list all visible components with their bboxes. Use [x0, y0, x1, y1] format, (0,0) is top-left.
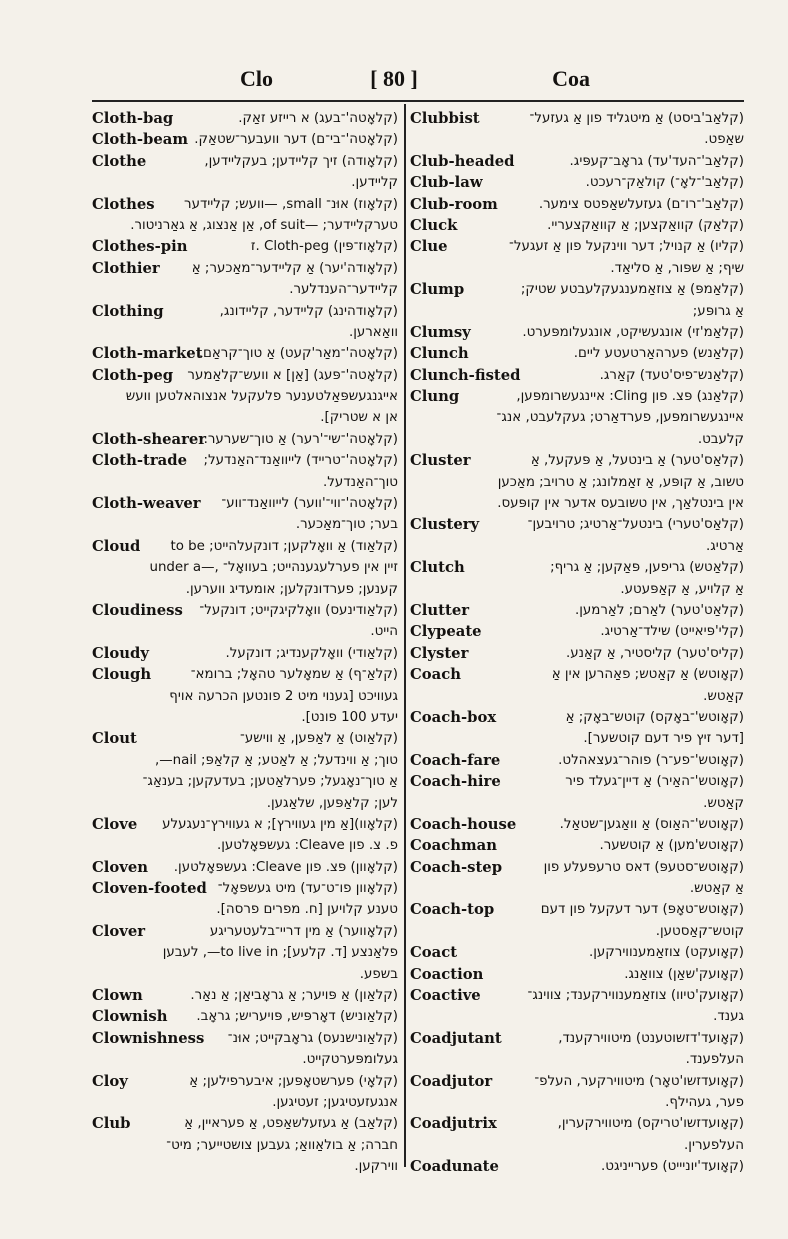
- definition-text: (קלאָטה'־פּעג) [אַן] א וועש־קלאַמער: [187, 367, 398, 383]
- headword: Clump: [410, 281, 465, 299]
- dictionary-line: [92, 236, 398, 257]
- headword: Club-headed: [410, 152, 515, 170]
- dictionary-line: [92, 600, 398, 621]
- dictionary-line: [92, 878, 398, 899]
- headword: Cloy: [92, 1072, 128, 1090]
- definition-continuation: אַ טוך־נאָגעל; פערלאַטען; בעדעקען; בענאַג־: [142, 774, 398, 790]
- headword: Club-room: [410, 195, 498, 213]
- headword: Clutch: [410, 559, 465, 577]
- definition-text: (קאָוטש־סטעפּ) דאס טרעפּעלע פון: [543, 859, 744, 875]
- dictionary-line: [92, 814, 398, 835]
- headword: Clutter: [410, 601, 470, 619]
- definition-text: (קלאַק) קוואַקצען; אַ קוואַקצעריי.: [547, 217, 744, 233]
- headword: Cloth-beam: [92, 131, 189, 149]
- definition-text: (קלאַב'ביסט) אַ מיטגליד פון אַ געזעל־: [529, 111, 744, 126]
- headword: Coach-box: [410, 708, 497, 726]
- definition-text: (קאָועק'טיוו) צוזאַמענווירקענד; צווינג־: [527, 988, 744, 1004]
- definition-text: (קלאָטה'־טרייד) לייוואַנד־האַנדעל;: [203, 453, 398, 469]
- definition-continuation: העלפערין.: [684, 1137, 744, 1153]
- left-column: [92, 108, 398, 1178]
- definition-text: (קלאָטה'־ווי־'ווער) לייוואַנד־ווע־: [221, 496, 398, 512]
- dictionary-line: [92, 835, 398, 856]
- dictionary-line: [410, 343, 744, 364]
- dictionary-line: [92, 493, 398, 514]
- definition-continuation: געוויכט [גענוי מיט 2 פונטען הכרעה אויף: [169, 688, 398, 704]
- dictionary-line: [410, 557, 744, 578]
- headword: Coadunate: [410, 1158, 499, 1176]
- dictionary-line: [410, 793, 744, 814]
- dictionary-line: [410, 664, 744, 685]
- headword: Cloth-trade: [92, 452, 187, 470]
- headword: Clownish: [92, 1008, 168, 1026]
- definition-continuation: אין בינטלאַך, אין טשובעס אדער אין קופּעס.: [497, 496, 744, 512]
- headword: Coactive: [410, 987, 481, 1005]
- definition-text: (קאָועק'שאַן) צוואַנג.: [624, 966, 744, 982]
- headword: Clumsy: [410, 323, 471, 341]
- definition-continuation: וואַארען.: [348, 324, 398, 340]
- definition-continuation: under a—, זיין אין פערלעגענהייט; בעוואָל־: [149, 560, 398, 576]
- dictionary-line: [92, 1049, 398, 1070]
- dictionary-line: [410, 172, 744, 193]
- dictionary-line: [410, 686, 744, 707]
- definition-text: (קלאַנש) פערהאַרטעטע ליים.: [573, 346, 744, 362]
- dictionary-line: [410, 899, 744, 920]
- headword: Clubbist: [410, 110, 480, 127]
- dictionary-line: [410, 108, 744, 129]
- dictionary-line: [92, 899, 398, 920]
- header-rule: [92, 100, 744, 102]
- definition-text: (קלי'פּיאייט) שילד־אַרטיג.: [600, 624, 744, 640]
- definition-continuation: געלומפּערטקייט.: [302, 1052, 398, 1068]
- definition-text: (קלאָודהינג) קליידער, קליידונג,: [219, 303, 398, 319]
- dictionary-line: [410, 151, 744, 172]
- dictionary-line: [92, 1092, 398, 1113]
- definition-text: (קאָועקט) צוזאַמענווירקען.: [588, 945, 744, 961]
- definition-text: (קלאַס'טערי) בינטעל־אַרטיג; טרויבען־: [527, 517, 744, 533]
- headword: Clove: [92, 815, 138, 833]
- dictionary-line: [92, 857, 398, 878]
- headword: Cloudy: [92, 644, 149, 662]
- headword: Cloudiness: [92, 601, 183, 619]
- definition-text: (קאָועד'יוניייט) פערייניגט.: [601, 1159, 744, 1175]
- dictionary-line: [92, 686, 398, 707]
- dictionary-line: [410, 579, 744, 600]
- dictionary-line: [92, 1028, 398, 1049]
- page-header: [70, 66, 718, 96]
- headword: Clough: [92, 666, 152, 684]
- definition-text: (קלאַב'־לאָ־) קולאַק־רעכט.: [585, 175, 744, 191]
- dictionary-line: [410, 942, 744, 963]
- dictionary-line: [92, 151, 398, 172]
- definition-text: (קאָוטש'־האַוס) אַ וואַגען־שטאַל.: [559, 816, 744, 832]
- dictionary-line: [92, 557, 398, 578]
- definition-text: (קלאַוט) אַ לאַפּען, אַ ווישע־: [240, 731, 398, 747]
- definition-text: (קלאַב) אַ געזעלשאַפט, אַ פעראיין, אַ: [184, 1116, 398, 1132]
- definition-text: (קאָוטש'־האַיר) אַ דיין־געלד פיר: [565, 774, 744, 790]
- definition-text: (קלאַ־ף) אַ שמאָלער טהאָל; ברומא־: [190, 667, 398, 683]
- page-number: [ 80 ]: [370, 66, 418, 91]
- headword: Cloven: [92, 858, 149, 876]
- dictionary-line: [92, 322, 398, 343]
- dictionary-line: [410, 814, 744, 835]
- definition-text: (קלאַון) אַ פּויער; אַ גראָביאַן; אַ נאַר.: [190, 988, 398, 1004]
- headword: Coach-step: [410, 858, 503, 876]
- definition-continuation: קענען; פערדונקלען; אומעדיג ווערען.: [185, 581, 398, 597]
- dictionary-line: [410, 407, 744, 428]
- definition-continuation: אנגעזעטיגען; זעטיגען.: [272, 1094, 398, 1110]
- dictionary-line: [410, 1028, 744, 1049]
- guide-word-left: Clo: [240, 66, 273, 91]
- headword: Clownishness: [92, 1029, 205, 1047]
- dictionary-line: [92, 771, 398, 792]
- headword: Coact: [410, 944, 458, 962]
- definition-continuation: אייגנגעשפּאַלטענער פלעקעל אנצוהאלטען וועש: [125, 389, 398, 405]
- headword: Clothier: [92, 259, 160, 277]
- headword: Clunch-fisted: [410, 366, 521, 384]
- dictionary-line: [92, 386, 398, 407]
- headword: Coadjutant: [410, 1029, 502, 1047]
- definition-text: (קלאָטה'־שי־'רער) אַ טוך־שערער.: [203, 431, 398, 447]
- dictionary-line: [92, 664, 398, 685]
- dictionary-line: [410, 707, 744, 728]
- dictionary-line: [410, 472, 744, 493]
- headword: Cloth-bag: [92, 110, 174, 127]
- dictionary-line: [92, 343, 398, 364]
- definition-continuation: [דער זיץ פיר דעם קוטשער].: [583, 731, 744, 747]
- dictionary-line: [92, 728, 398, 749]
- definition-text: (קלאַוד) אַ וואָלקען; דונקעלהייט; to be: [170, 538, 398, 554]
- dictionary-line: [92, 1135, 398, 1156]
- dictionary-line: [410, 1156, 744, 1177]
- column-divider: [404, 104, 406, 1167]
- definition-text: (קלאַמ'זי) אונגעשיקט, אונגעלומפּערט.: [522, 324, 744, 340]
- dictionary-line: [92, 215, 398, 236]
- headword: Club: [92, 1115, 131, 1133]
- dictionary-line: [92, 985, 398, 1006]
- dictionary-line: [410, 1135, 744, 1156]
- definition-text: (קלאָי) פערשטאָפּען; איבערפילען; אַ: [189, 1073, 398, 1089]
- dictionary-line: [92, 921, 398, 942]
- headword: Cloth-shearer: [92, 430, 207, 448]
- definition-continuation: לען; קלאַפּען, שלאַגען.: [266, 795, 398, 811]
- definition-continuation: אַ גרופּע;: [692, 303, 744, 319]
- dictionary-line: [92, 129, 398, 150]
- dictionary-line: [410, 643, 744, 664]
- definition-text: (קאָוטש'־פע־ר) פוהר־געצאהלט.: [558, 752, 744, 768]
- dictionary-line: [410, 279, 744, 300]
- definition-text: (קלאַוניש) דאָרפּיש, פּויעריש; גראָב.: [196, 1009, 398, 1025]
- definition-continuation: איינגעשרומפּען, פערדאַרט; געקלעבט, אנג־: [496, 410, 744, 426]
- headword: Cloth-weaver: [92, 495, 201, 513]
- definition-continuation: גענד.: [713, 1009, 744, 1025]
- headword: Clothes: [92, 195, 155, 213]
- definition-text: (קליס'טער) קליסטיר, אַ קאַנע.: [565, 645, 744, 661]
- dictionary-line: [92, 108, 398, 129]
- dictionary-line: [92, 279, 398, 300]
- definition-text: (קלאַודינעס) וואָלקיגקייט; דונקעל־: [199, 602, 398, 618]
- headword: Cloth-market: [92, 345, 203, 363]
- headword: Clustery: [410, 516, 480, 534]
- headword: Clypeate: [410, 623, 482, 641]
- dictionary-line: [92, 301, 398, 322]
- dictionary-line: [92, 1156, 398, 1177]
- dictionary-line: [410, 429, 744, 450]
- dictionary-line: [410, 750, 744, 771]
- definition-continuation: קאַטש.: [703, 688, 744, 704]
- definition-text: (קאָוטש'־באָקס) קוטש־באָק; אַ: [565, 709, 744, 725]
- headword: Clunch: [410, 345, 469, 363]
- definition-text: (קלאָוו)[אַ מין געווירץ]; א געווירץ־נעגעלע: [162, 816, 398, 832]
- headword: Coach-top: [410, 901, 495, 919]
- definition-continuation: אַ קלויע, אַ קאַפּעטע.: [620, 581, 744, 597]
- definition-continuation: אן א שטריק].: [320, 410, 398, 426]
- definition-continuation: קליידען.: [351, 175, 398, 191]
- definition-text: (קאָוטש'מען) אַ קוטשער.: [599, 838, 744, 854]
- headword: Clown: [92, 987, 143, 1005]
- dictionary-line: [410, 194, 744, 215]
- dictionary-line: [92, 579, 398, 600]
- dictionary-line: [410, 322, 744, 343]
- definition-continuation: אַ קאַטש.: [689, 881, 744, 897]
- dictionary-line: [410, 215, 744, 236]
- guide-word-right: Coa: [552, 66, 590, 91]
- definition-continuation: פ. צ. פון Cleave: געשפּאָלטען.: [217, 838, 398, 854]
- dictionary-line: [92, 793, 398, 814]
- definition-continuation: יעדע 100 פונט].: [301, 709, 398, 725]
- definition-continuation: קליידער־הענדלער.: [289, 282, 398, 298]
- dictionary-line: [92, 1071, 398, 1092]
- dictionary-line: [410, 835, 744, 856]
- dictionary-line: [92, 450, 398, 471]
- definition-continuation: טוך; אַ ווינדעל; אַ לאַטע; אַ קלאַפּ; nail—,: [154, 752, 398, 768]
- dictionary-line: [410, 964, 744, 985]
- headword: Clothe: [92, 152, 147, 170]
- definition-text: (קלאָוז) אוּנ־ small, —וועש; קליידער: [184, 196, 398, 212]
- dictionary-line: [92, 1006, 398, 1027]
- dictionary-line: [92, 365, 398, 386]
- definition-text: (קלאַס'טער) אַ בינטעל, אַ פּעקעל, אַ: [530, 453, 744, 469]
- definition-continuation: שאַפט.: [704, 132, 744, 148]
- definition-continuation: שיף; אַ שפּור, אַ סליאַד.: [610, 260, 744, 276]
- dictionary-line: [92, 472, 398, 493]
- definition-text: (קלאָווער) אַ מין דריי־בלעטעריגע: [209, 923, 398, 939]
- definition-continuation: טוך־האַנדעל.: [323, 474, 398, 490]
- right-column: [410, 108, 744, 1178]
- dictionary-line: [92, 429, 398, 450]
- definition-text: (קאָועדזשו'טריקס) מיטווירקערין,: [557, 1116, 744, 1132]
- definition-text: (קלאָטה'־בי־ם) דער וועבער־שטאַק.: [194, 132, 398, 148]
- dictionary-line: [410, 258, 744, 279]
- dictionary-line: [410, 301, 744, 322]
- dictionary-line: [92, 1113, 398, 1134]
- definition-continuation: טערקליידער; —of suit, אַן אַנצוג, אַ גאַרניטור.: [130, 217, 398, 233]
- dictionary-line: [92, 942, 398, 963]
- dictionary-line: [410, 386, 744, 407]
- headword: Club-law: [410, 174, 483, 192]
- definition-continuation: חברה; אַ בולאַוואַ; געבען צושטייער; מיט־: [166, 1137, 398, 1153]
- dictionary-line: [410, 1113, 744, 1134]
- dictionary-line: [92, 536, 398, 557]
- definition-continuation: טענע קלויען [ח. מפרים פרסה].: [216, 902, 398, 918]
- headword: Coach-fare: [410, 751, 501, 769]
- definition-text: (קלאַטש) גריפען, פּאַקען; אַ גריף;: [550, 560, 744, 576]
- headword: Clung: [410, 388, 460, 406]
- dictionary-line: [92, 172, 398, 193]
- dictionary-line: [92, 707, 398, 728]
- definition-continuation: פלאַנצע [ד. קלעע]; to live in—, לעבען: [162, 945, 398, 961]
- definition-text: (קלאַב'־העד'עד) גראָב־קעפּיג.: [569, 153, 744, 169]
- headword: Coadjutrix: [410, 1115, 497, 1133]
- definition-text: (קלאָוז־פּין) Cloth-peg .ז: [250, 239, 398, 255]
- headword: Clout: [92, 730, 137, 748]
- dictionary-line: [92, 750, 398, 771]
- headword: Coach-hire: [410, 773, 501, 791]
- definition-text: (קלאַב'־רו־ם) געזעלשאַפטס צימער.: [538, 196, 744, 212]
- definition-text: (קלאָוון) פּצ. פון Cleave: געשפּאָלטען.: [173, 859, 398, 875]
- dictionary-line: [410, 878, 744, 899]
- dictionary-line: [410, 1049, 744, 1070]
- dictionary-line: [410, 450, 744, 471]
- definition-text: (קאָועד'דזשוטענט) מיטווירקענד,: [558, 1030, 744, 1046]
- definition-continuation: אַרטיג.: [706, 538, 744, 554]
- dictionary-line: [92, 194, 398, 215]
- dictionary-line: [92, 407, 398, 428]
- definition-text: (קלאַנג) פּצ. פון Cling: איינגעשרומפּען,: [516, 389, 744, 405]
- dictionary-line: [410, 771, 744, 792]
- headword: Clothing: [92, 302, 164, 320]
- dictionary-line: [92, 514, 398, 535]
- definition-continuation: העלפענד.: [685, 1052, 744, 1068]
- dictionary-line: [410, 1071, 744, 1092]
- headword: Cluck: [410, 216, 458, 234]
- dictionary-line: [410, 493, 744, 514]
- headword: Clyster: [410, 644, 469, 662]
- definition-text: (קלאַונישנעס) גראָבקייט; אוּנ־: [227, 1030, 398, 1046]
- definition-text: (קליו) אַ קנויל; דער ווינקעל פון אַ זעגעל־: [509, 239, 744, 255]
- headword: Clue: [410, 238, 448, 256]
- dictionary-line: [92, 643, 398, 664]
- headword: Coach-house: [410, 815, 517, 833]
- dictionary-line: [410, 236, 744, 257]
- definition-continuation: קוטש־קאַסטען.: [655, 923, 744, 939]
- headword: Coadjutor: [410, 1072, 493, 1090]
- definition-text: (קאָועדזשו'טאָר) מיטווירקער, העלפ־: [534, 1073, 744, 1089]
- definition-text: (קלאַנש־פיס'טעד) קאַרג.: [599, 367, 744, 383]
- dictionary-line: [410, 857, 744, 878]
- definition-continuation: הייט.: [370, 624, 398, 640]
- definition-text: (קלאָטה'־מאַר'קעט) אַ טוך־קראַם.: [198, 346, 398, 362]
- dictionary-line: [410, 621, 744, 642]
- headword: Clothes-pin: [92, 238, 188, 256]
- headword: Coach: [410, 666, 462, 684]
- dictionary-line: [410, 536, 744, 557]
- headword: Clover: [92, 922, 146, 940]
- headword: Cloth-peg: [92, 366, 174, 384]
- headword: Cloven-footed: [92, 880, 207, 898]
- dictionary-line: [410, 514, 744, 535]
- definition-text: (קלאַט'טער) לאַרם; לאַרמען.: [574, 602, 744, 618]
- dictionary-line: [410, 1006, 744, 1027]
- dictionary-line: [410, 985, 744, 1006]
- definition-text: (קלאַודי) וואָלקענדיג; דונקעל.: [225, 645, 398, 661]
- definition-continuation: בער; טוך־מאַכער.: [295, 517, 398, 533]
- dictionary-line: [410, 728, 744, 749]
- dictionary-line: [92, 964, 398, 985]
- definition-continuation: טשוב, אַ קופּע, אַ זאַמלונג; אַ טרויב; מאַכען: [497, 474, 744, 490]
- definition-text: (קלאָודה) זיך קליידען; בעקליידען,: [204, 153, 398, 169]
- dictionary-line: [410, 600, 744, 621]
- definition-continuation: פער, געהילף.: [665, 1094, 744, 1110]
- dictionary-line: [410, 365, 744, 386]
- headword: Coachman: [410, 837, 498, 855]
- definition-continuation: קאַטש.: [703, 795, 744, 811]
- dictionary-line: [92, 258, 398, 279]
- definition-continuation: ווירקען.: [354, 1159, 398, 1175]
- definition-text: (קאָוטש־טאָפּ) דער דעקעל פון דעם: [540, 902, 744, 918]
- headword: Cluster: [410, 452, 471, 470]
- definition-continuation: קלעבט.: [697, 431, 744, 447]
- definition-text: (קלאָטה'־בעג) א רייזע זאַק.: [238, 111, 398, 126]
- dictionary-line: [92, 621, 398, 642]
- dictionary-line: [410, 921, 744, 942]
- definition-continuation: בשפע.: [359, 966, 398, 982]
- dictionary-line: [410, 129, 744, 150]
- definition-text: (קלאָודה'יער) אַ קליידער־מאַכער; אַ: [191, 260, 398, 276]
- dictionary-line: [410, 1092, 744, 1113]
- definition-text: (קאָוטש) אַ קאַטש; פאַהרען אין אַ: [551, 667, 744, 683]
- definition-text: (קלאָוון פו־ט־עד) מיט געשפּאָל־: [217, 881, 398, 897]
- headword: Cloud: [92, 537, 141, 555]
- definition-text: (קלאַמפּ) אַ צוזאַמענגעקלעבטע שטיק;: [520, 282, 744, 298]
- headword: Coaction: [410, 965, 484, 983]
